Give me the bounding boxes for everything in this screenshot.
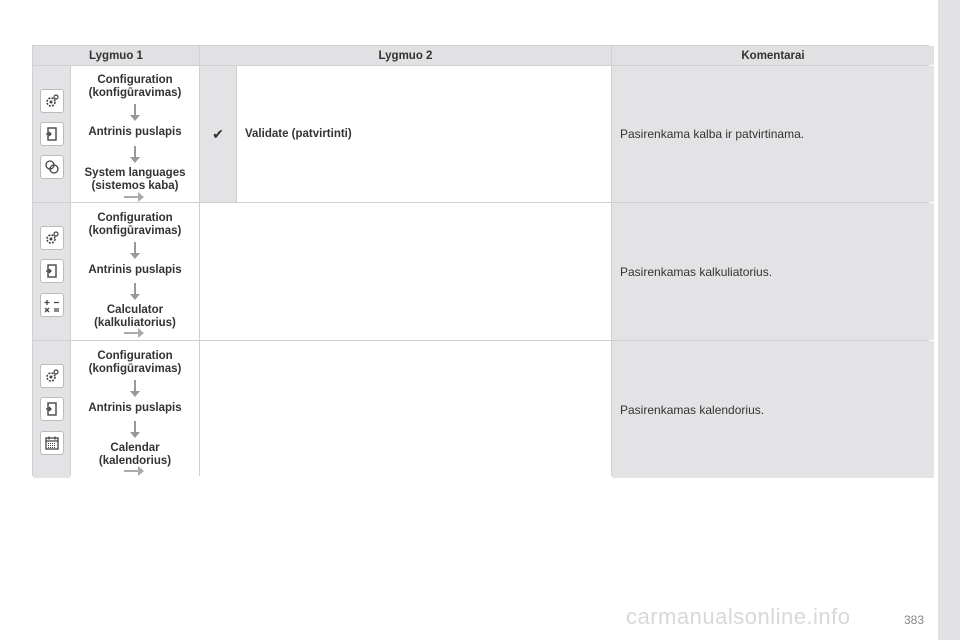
step-system-languages: System languages (sistemos kaba) (84, 167, 186, 192)
arrow-down-icon (134, 380, 136, 392)
calendar-icon (40, 431, 64, 455)
step-submenu: Antrinis puslapis (88, 264, 182, 276)
row1-steps (71, 66, 199, 202)
watermark: carmanualsonline.info (626, 604, 851, 629)
row2-icons (33, 203, 70, 340)
row3-steps (71, 341, 199, 478)
validate-label: Validate (patvirtinti) (237, 66, 611, 202)
header-level2: Lygmuo 2 (200, 46, 611, 65)
arrow-right-icon (124, 332, 138, 334)
menu-table (32, 45, 929, 476)
calculator-icon (40, 293, 64, 317)
page-edge-bar (938, 0, 960, 640)
arrow-down-icon (134, 242, 136, 254)
arrow-down-icon (134, 421, 136, 433)
header-comment: Komentarai (612, 46, 934, 65)
row3-icons (33, 341, 70, 478)
arrow-down-icon (134, 283, 136, 295)
arrow-down-icon (134, 104, 136, 116)
page-number: 383 (903, 613, 924, 627)
step-submenu: Antrinis puslapis (88, 126, 182, 138)
row1-icons (33, 66, 70, 202)
gear-icon (40, 226, 64, 250)
languages-icon (40, 155, 64, 179)
step-configuration: Configuration (konfigūravimas) (88, 74, 182, 99)
step-calendar: Calendar (kalendorius) (98, 442, 172, 467)
gear-icon (40, 364, 64, 388)
row3-comment: Pasirenkamas kalendorius. (612, 341, 934, 478)
step-configuration: Configuration (konfigūravimas) (88, 350, 182, 375)
check-icon: ✔ (200, 66, 236, 202)
row3-level2 (200, 341, 611, 478)
submenu-icon (40, 397, 64, 421)
header-level1: Lygmuo 1 (33, 46, 199, 65)
row2-level2 (200, 203, 611, 340)
step-configuration: Configuration (konfigūravimas) (88, 212, 182, 237)
submenu-icon (40, 259, 64, 283)
step-calculator: Calculator (kalkuliatorius) (94, 304, 176, 329)
row1-comment: Pasirenkama kalba ir patvirtinama. (612, 66, 934, 202)
row2-comment: Pasirenkamas kalkuliatorius. (612, 203, 934, 340)
arrow-right-icon (124, 470, 138, 472)
gear-icon (40, 89, 64, 113)
submenu-icon (40, 122, 64, 146)
step-submenu: Antrinis puslapis (88, 402, 182, 414)
arrow-down-icon (134, 146, 136, 158)
row2-steps (71, 203, 199, 340)
arrow-right-icon (124, 196, 138, 198)
